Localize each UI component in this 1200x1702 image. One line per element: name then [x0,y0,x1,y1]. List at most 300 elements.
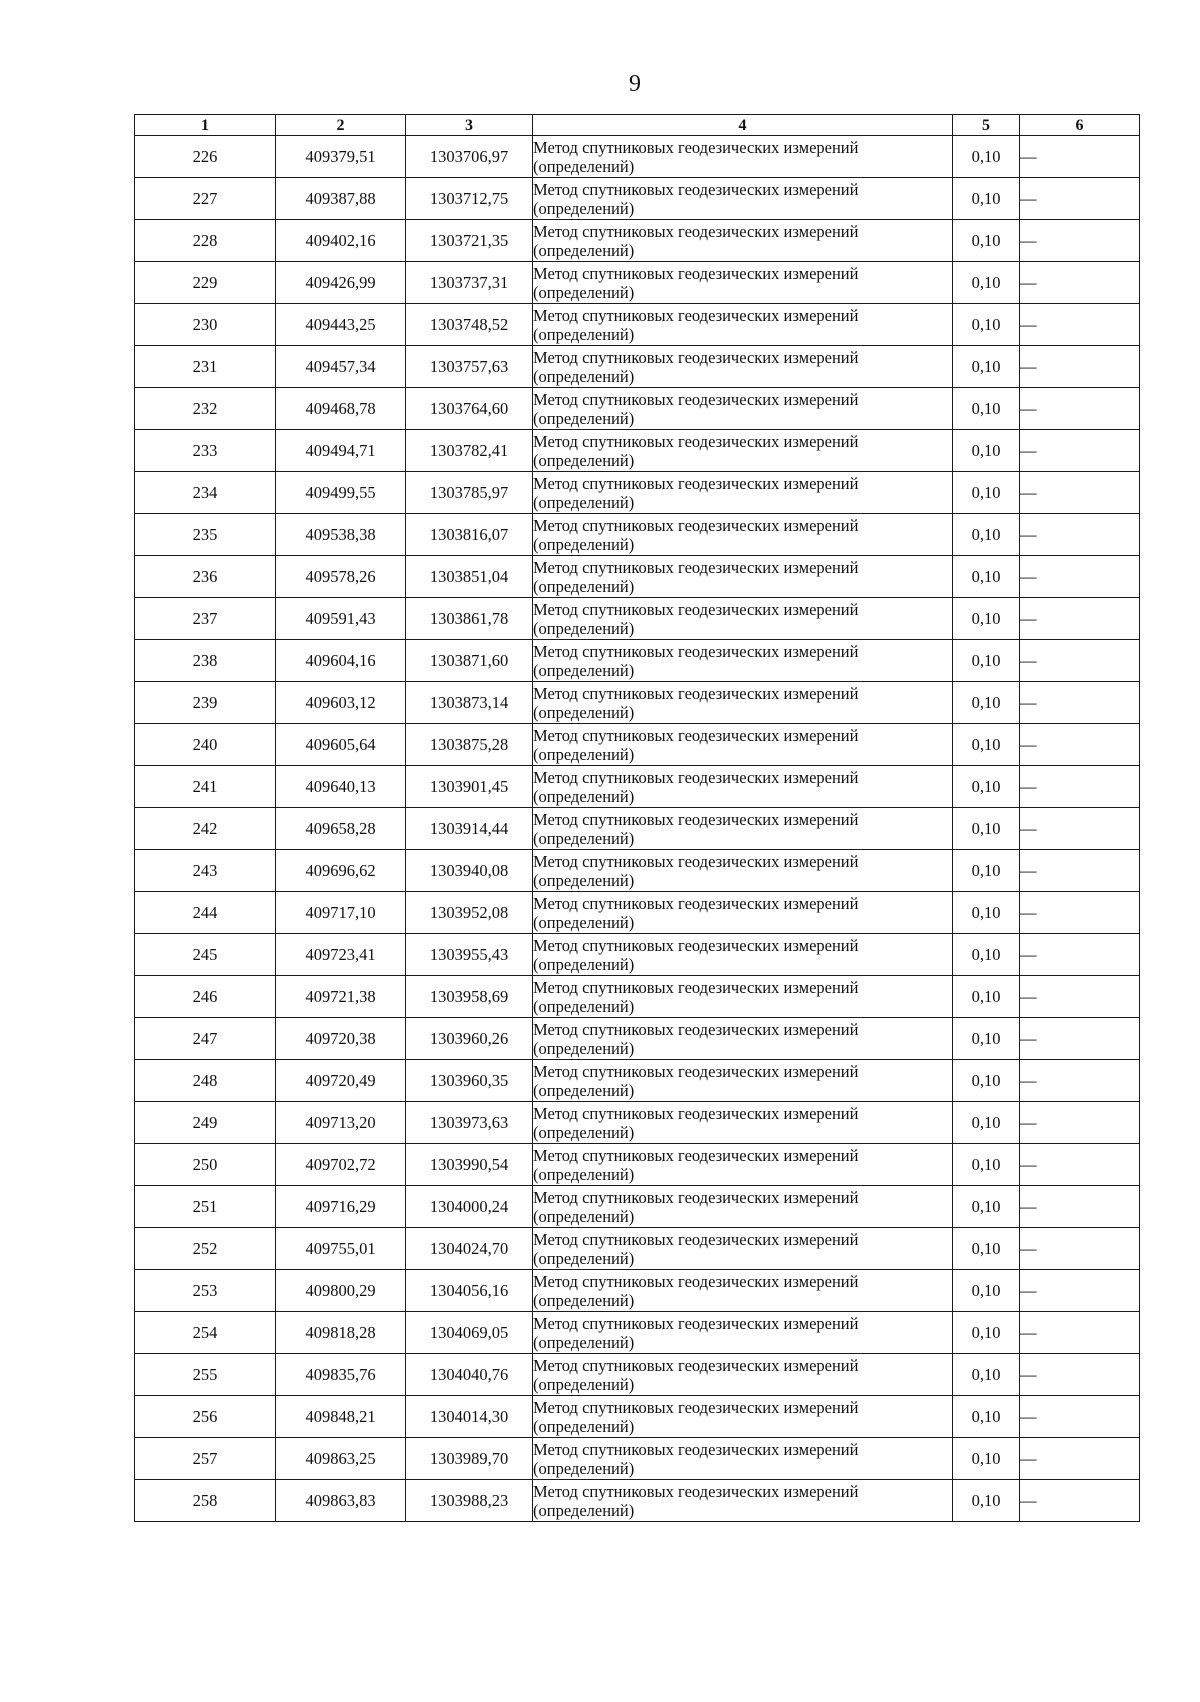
point-number-cell: 240 [135,724,276,766]
method-line-2: (определений) [533,828,635,848]
note-cell: — [1020,1060,1140,1102]
accuracy-cell: 0,10 [953,514,1020,556]
method-line-2: (определений) [533,1458,635,1478]
method-line-1: Метод спутниковых геодезических измерений [533,851,859,871]
method-line-1: Метод спутниковых геодезических измерений [533,1439,859,1459]
method-cell [533,136,953,178]
x-coordinate-cell: 409717,10 [276,892,406,934]
method-line-2: (определений) [533,1038,635,1058]
x-coordinate-cell: 409723,41 [276,934,406,976]
accuracy-cell: 0,10 [953,1060,1020,1102]
column-header-2: 2 [276,115,406,136]
table-row [135,724,1140,766]
accuracy-cell: 0,10 [953,682,1020,724]
y-coordinate-cell: 1303958,69 [406,976,533,1018]
table-row [135,1312,1140,1354]
x-coordinate-cell: 409702,72 [276,1144,406,1186]
method-line-1: Метод спутниковых геодезических измерений [533,1145,859,1165]
method-line-1: Метод спутниковых геодезических измерений [533,893,859,913]
accuracy-cell: 0,10 [953,640,1020,682]
y-coordinate-cell: 1303757,63 [406,346,533,388]
accuracy-cell: 0,10 [953,304,1020,346]
accuracy-cell: 0,10 [953,346,1020,388]
method-line-1: Метод спутниковых геодезических измерений [533,473,859,493]
method-cell [533,430,953,472]
note-cell: — [1020,514,1140,556]
note-cell: — [1020,472,1140,514]
table-row [135,346,1140,388]
column-header-6: 6 [1020,115,1140,136]
method-cell [533,598,953,640]
note-cell: — [1020,1480,1140,1522]
x-coordinate-cell: 409818,28 [276,1312,406,1354]
method-cell [533,724,953,766]
accuracy-cell: 0,10 [953,766,1020,808]
note-cell: — [1020,1396,1140,1438]
method-line-1: Метод спутниковых геодезических измерений [533,1061,859,1081]
x-coordinate-cell: 409713,20 [276,1102,406,1144]
note-cell: — [1020,430,1140,472]
x-coordinate-cell: 409387,88 [276,178,406,220]
method-cell [533,178,953,220]
method-line-2: (определений) [533,618,635,638]
table-row [135,640,1140,682]
note-cell: — [1020,1270,1140,1312]
method-line-2: (определений) [533,198,635,218]
note-cell: — [1020,1018,1140,1060]
point-number-cell: 227 [135,178,276,220]
y-coordinate-cell: 1304000,24 [406,1186,533,1228]
method-cell [533,1354,953,1396]
method-cell [533,808,953,850]
point-number-cell: 253 [135,1270,276,1312]
method-line-2: (определений) [533,408,635,428]
table-row [135,850,1140,892]
method-cell [533,1060,953,1102]
accuracy-cell: 0,10 [953,1480,1020,1522]
accuracy-cell: 0,10 [953,850,1020,892]
method-cell [533,682,953,724]
accuracy-cell: 0,10 [953,1018,1020,1060]
x-coordinate-cell: 409426,99 [276,262,406,304]
method-line-2: (определений) [533,1164,635,1184]
x-coordinate-cell: 409721,38 [276,976,406,1018]
accuracy-cell: 0,10 [953,430,1020,472]
table-row [135,1270,1140,1312]
method-cell [533,1144,953,1186]
note-cell: — [1020,1438,1140,1480]
y-coordinate-cell: 1303914,44 [406,808,533,850]
y-coordinate-cell: 1304014,30 [406,1396,533,1438]
table-row [135,598,1140,640]
method-cell [533,514,953,556]
note-cell: — [1020,304,1140,346]
table-row [135,388,1140,430]
point-number-cell: 243 [135,850,276,892]
point-number-cell: 247 [135,1018,276,1060]
x-coordinate-cell: 409494,71 [276,430,406,472]
method-cell [533,1480,953,1522]
note-cell: — [1020,640,1140,682]
x-coordinate-cell: 409863,25 [276,1438,406,1480]
x-coordinate-cell: 409538,38 [276,514,406,556]
method-cell [533,1396,953,1438]
method-cell [533,850,953,892]
accuracy-cell: 0,10 [953,1438,1020,1480]
column-header-5: 5 [953,115,1020,136]
method-line-1: Метод спутниковых геодезических измерений [533,1103,859,1123]
method-line-2: (определений) [533,660,635,680]
y-coordinate-cell: 1303764,60 [406,388,533,430]
method-line-2: (определений) [533,744,635,764]
x-coordinate-cell: 409696,62 [276,850,406,892]
x-coordinate-cell: 409603,12 [276,682,406,724]
method-cell [533,1018,953,1060]
accuracy-cell: 0,10 [953,976,1020,1018]
point-number-cell: 249 [135,1102,276,1144]
x-coordinate-cell: 409658,28 [276,808,406,850]
note-cell: — [1020,808,1140,850]
method-cell [533,304,953,346]
column-header-4: 4 [533,115,953,136]
table-row [135,220,1140,262]
point-number-cell: 232 [135,388,276,430]
note-cell: — [1020,556,1140,598]
note-cell: — [1020,976,1140,1018]
accuracy-cell: 0,10 [953,808,1020,850]
x-coordinate-cell: 409499,55 [276,472,406,514]
method-line-2: (определений) [533,450,635,470]
y-coordinate-cell: 1303973,63 [406,1102,533,1144]
y-coordinate-cell: 1303940,08 [406,850,533,892]
point-number-cell: 233 [135,430,276,472]
table-row [135,430,1140,472]
accuracy-cell: 0,10 [953,1312,1020,1354]
note-cell: — [1020,850,1140,892]
y-coordinate-cell: 1303851,04 [406,556,533,598]
method-line-1: Метод спутниковых геодезических измерений [533,1019,859,1039]
method-line-1: Метод спутниковых геодезических измерений [533,221,859,241]
column-header-1: 1 [135,115,276,136]
note-cell: — [1020,262,1140,304]
y-coordinate-cell: 1303737,31 [406,262,533,304]
table-row [135,178,1140,220]
method-line-1: Метод спутниковых геодезических измерений [533,263,859,283]
accuracy-cell: 0,10 [953,388,1020,430]
point-number-cell: 226 [135,136,276,178]
method-line-2: (определений) [533,1122,635,1142]
x-coordinate-cell: 409720,49 [276,1060,406,1102]
x-coordinate-cell: 409591,43 [276,598,406,640]
accuracy-cell: 0,10 [953,1144,1020,1186]
table-row [135,1060,1140,1102]
y-coordinate-cell: 1303955,43 [406,934,533,976]
point-number-cell: 231 [135,346,276,388]
method-line-2: (определений) [533,1206,635,1226]
y-coordinate-cell: 1304056,16 [406,1270,533,1312]
accuracy-cell: 0,10 [953,934,1020,976]
x-coordinate-cell: 409755,01 [276,1228,406,1270]
method-cell [533,1228,953,1270]
method-cell [533,976,953,1018]
method-line-1: Метод спутниковых геодезических измерений [533,347,859,367]
y-coordinate-cell: 1303960,35 [406,1060,533,1102]
method-line-2: (определений) [533,492,635,512]
method-line-1: Метод спутниковых геодезических измерений [533,725,859,745]
point-number-cell: 254 [135,1312,276,1354]
method-line-1: Метод спутниковых геодезических измерений [533,1313,859,1333]
point-number-cell: 239 [135,682,276,724]
x-coordinate-cell: 409848,21 [276,1396,406,1438]
method-line-1: Метод спутниковых геодезических измерений [533,1229,859,1249]
y-coordinate-cell: 1303901,45 [406,766,533,808]
method-line-2: (определений) [533,912,635,932]
method-line-2: (определений) [533,1248,635,1268]
table-row [135,808,1140,850]
method-line-1: Метод спутниковых геодезических измерений [533,1355,859,1375]
method-cell [533,556,953,598]
method-line-2: (определений) [533,702,635,722]
point-number-cell: 228 [135,220,276,262]
accuracy-cell: 0,10 [953,1270,1020,1312]
method-line-2: (определений) [533,366,635,386]
point-number-cell: 246 [135,976,276,1018]
accuracy-cell: 0,10 [953,1186,1020,1228]
method-line-2: (определений) [533,282,635,302]
note-cell: — [1020,1102,1140,1144]
y-coordinate-cell: 1303748,52 [406,304,533,346]
point-number-cell: 251 [135,1186,276,1228]
accuracy-cell: 0,10 [953,1228,1020,1270]
note-cell: — [1020,178,1140,220]
method-line-2: (определений) [533,240,635,260]
note-cell: — [1020,1186,1140,1228]
method-cell [533,1186,953,1228]
y-coordinate-cell: 1303816,07 [406,514,533,556]
point-number-cell: 235 [135,514,276,556]
accuracy-cell: 0,10 [953,1396,1020,1438]
table-row [135,1396,1140,1438]
note-cell: — [1020,136,1140,178]
y-coordinate-cell: 1303990,54 [406,1144,533,1186]
table-row [135,682,1140,724]
method-cell [533,346,953,388]
point-number-cell: 230 [135,304,276,346]
method-cell [533,766,953,808]
x-coordinate-cell: 409720,38 [276,1018,406,1060]
note-cell: — [1020,346,1140,388]
method-line-2: (определений) [533,996,635,1016]
table-row [135,766,1140,808]
note-cell: — [1020,1228,1140,1270]
table-row [135,556,1140,598]
accuracy-cell: 0,10 [953,598,1020,640]
method-cell [533,220,953,262]
page-number: 9 [629,71,641,97]
y-coordinate-cell: 1304040,76 [406,1354,533,1396]
note-cell: — [1020,766,1140,808]
method-line-1: Метод спутниковых геодезических измерений [533,683,859,703]
method-line-2: (определений) [533,156,635,176]
table-row [135,1228,1140,1270]
point-number-cell: 257 [135,1438,276,1480]
note-cell: — [1020,598,1140,640]
method-cell [533,388,953,430]
accuracy-cell: 0,10 [953,262,1020,304]
table-row [135,1438,1140,1480]
x-coordinate-cell: 409578,26 [276,556,406,598]
table-body [135,136,1140,1522]
method-cell [533,1438,953,1480]
method-line-1: Метод спутниковых геодезических измерений [533,179,859,199]
accuracy-cell: 0,10 [953,724,1020,766]
method-cell [533,892,953,934]
y-coordinate-cell: 1303706,97 [406,136,533,178]
table-row [135,514,1140,556]
table-row [135,1018,1140,1060]
point-number-cell: 258 [135,1480,276,1522]
y-coordinate-cell: 1303989,70 [406,1438,533,1480]
note-cell: — [1020,724,1140,766]
point-number-cell: 237 [135,598,276,640]
x-coordinate-cell: 409863,83 [276,1480,406,1522]
method-cell [533,1312,953,1354]
method-line-1: Метод спутниковых геодезических измерений [533,599,859,619]
method-line-2: (определений) [533,1332,635,1352]
method-line-1: Метод спутниковых геодезических измерений [533,767,859,787]
x-coordinate-cell: 409604,16 [276,640,406,682]
note-cell: — [1020,1312,1140,1354]
y-coordinate-cell: 1303871,60 [406,640,533,682]
method-line-1: Метод спутниковых геодезических измерений [533,431,859,451]
method-line-2: (определений) [533,534,635,554]
accuracy-cell: 0,10 [953,1354,1020,1396]
point-number-cell: 241 [135,766,276,808]
method-line-1: Метод спутниковых геодезических измерений [533,1271,859,1291]
method-line-1: Метод спутниковых геодезических измерений [533,935,859,955]
method-cell [533,934,953,976]
point-number-cell: 234 [135,472,276,514]
point-number-cell: 248 [135,1060,276,1102]
method-line-1: Метод спутниковых геодезических измерений [533,389,859,409]
method-line-1: Метод спутниковых геодезических измерений [533,1187,859,1207]
table-row [135,976,1140,1018]
table-row [135,1102,1140,1144]
method-line-1: Метод спутниковых геодезических измерений [533,977,859,997]
note-cell: — [1020,682,1140,724]
x-coordinate-cell: 409605,64 [276,724,406,766]
point-number-cell: 256 [135,1396,276,1438]
table-row [135,1480,1140,1522]
table-row [135,1144,1140,1186]
method-line-2: (определений) [533,870,635,890]
method-line-1: Метод спутниковых геодезических измерений [533,641,859,661]
method-line-2: (определений) [533,1374,635,1394]
note-cell: — [1020,220,1140,262]
method-line-1: Метод спутниковых геодезических измерений [533,809,859,829]
accuracy-cell: 0,10 [953,220,1020,262]
table-row [135,262,1140,304]
y-coordinate-cell: 1304069,05 [406,1312,533,1354]
method-line-2: (определений) [533,786,635,806]
table-row [135,304,1140,346]
note-cell: — [1020,1144,1140,1186]
x-coordinate-cell: 409800,29 [276,1270,406,1312]
header-row [135,115,1140,136]
accuracy-cell: 0,10 [953,472,1020,514]
method-line-1: Метод спутниковых геодезических измерений [533,305,859,325]
x-coordinate-cell: 409457,34 [276,346,406,388]
note-cell: — [1020,1354,1140,1396]
y-coordinate-cell: 1303960,26 [406,1018,533,1060]
method-line-2: (определений) [533,1080,635,1100]
table-row [135,1186,1140,1228]
y-coordinate-cell: 1303782,41 [406,430,533,472]
accuracy-cell: 0,10 [953,136,1020,178]
y-coordinate-cell: 1303712,75 [406,178,533,220]
point-number-cell: 255 [135,1354,276,1396]
method-line-2: (определений) [533,324,635,344]
y-coordinate-cell: 1303861,78 [406,598,533,640]
x-coordinate-cell: 409443,25 [276,304,406,346]
accuracy-cell: 0,10 [953,178,1020,220]
table-row [135,472,1140,514]
x-coordinate-cell: 409379,51 [276,136,406,178]
table-row [135,892,1140,934]
method-line-2: (определений) [533,1290,635,1310]
coordinates-table [134,114,1140,1522]
method-cell [533,640,953,682]
table-header [135,115,1140,136]
method-line-1: Метод спутниковых геодезических измерений [533,1481,859,1501]
method-cell [533,472,953,514]
point-number-cell: 236 [135,556,276,598]
x-coordinate-cell: 409468,78 [276,388,406,430]
x-coordinate-cell: 409835,76 [276,1354,406,1396]
column-header-3: 3 [406,115,533,136]
point-number-cell: 244 [135,892,276,934]
x-coordinate-cell: 409640,13 [276,766,406,808]
table-row [135,1354,1140,1396]
point-number-cell: 229 [135,262,276,304]
method-line-1: Метод спутниковых геодезических измерений [533,557,859,577]
point-number-cell: 245 [135,934,276,976]
x-coordinate-cell: 409716,29 [276,1186,406,1228]
y-coordinate-cell: 1303952,08 [406,892,533,934]
method-cell [533,262,953,304]
y-coordinate-cell: 1303721,35 [406,220,533,262]
method-line-2: (определений) [533,954,635,974]
note-cell: — [1020,892,1140,934]
method-line-1: Метод спутниковых геодезических измерений [533,515,859,535]
method-cell [533,1102,953,1144]
method-line-2: (определений) [533,1416,635,1436]
point-number-cell: 252 [135,1228,276,1270]
point-number-cell: 238 [135,640,276,682]
y-coordinate-cell: 1303785,97 [406,472,533,514]
y-coordinate-cell: 1304024,70 [406,1228,533,1270]
method-cell [533,1270,953,1312]
table-row [135,934,1140,976]
note-cell: — [1020,388,1140,430]
accuracy-cell: 0,10 [953,556,1020,598]
method-line-2: (определений) [533,576,635,596]
note-cell: — [1020,934,1140,976]
method-line-1: Метод спутниковых геодезических измерений [533,137,859,157]
y-coordinate-cell: 1303873,14 [406,682,533,724]
y-coordinate-cell: 1303875,28 [406,724,533,766]
method-line-1: Метод спутниковых геодезических измерений [533,1397,859,1417]
